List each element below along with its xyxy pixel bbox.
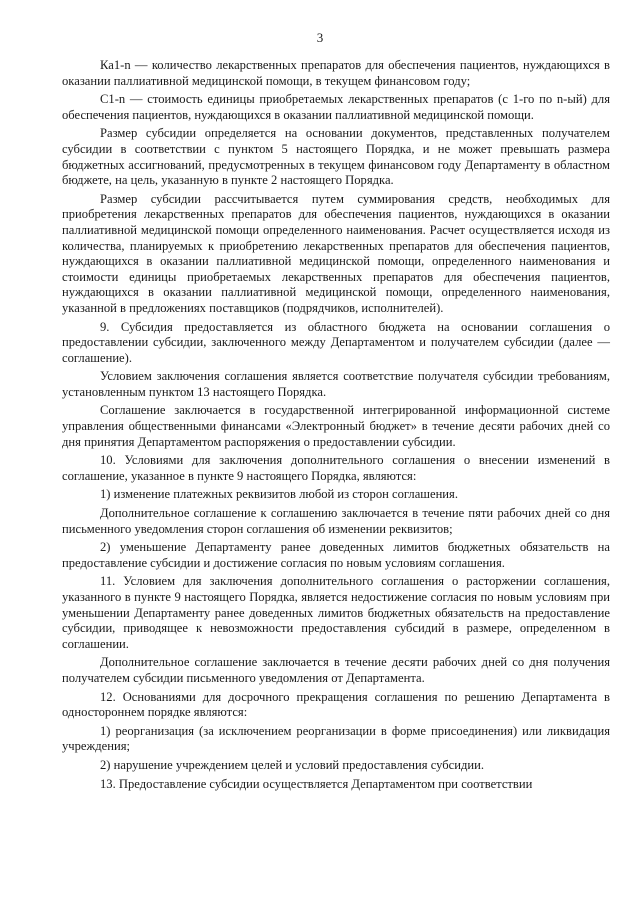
paragraph-ka-definition: Ка1-n — количество лекарственных препаратов для обеспечения пациентов, нуждающихся в оказании паллиативной медицинской помощи, в текущем финансовом году; bbox=[62, 58, 610, 88]
paragraph-clause-12-item-1: 1) реорганизация (за исключением реорганизации в форме присоединения) или ликвидация учреждения; bbox=[62, 723, 610, 754]
paragraph-clause-12-item-2: 2) нарушение учреждением целей и условий предоставления субсидии. bbox=[100, 757, 485, 772]
paragraph-clause-11: 11. Условием для заключения дополнительного соглашения о расторжении соглашения, указанного в пункте 9 настоящего Порядка, является недостижение согласия по новым условиям при уменьшении Департаменту ранее доведенных лимитов бюджетных обязательств на предоставление субсидии, приводящее к невозможности предоставления субсидий в размере, определенном в соглашении. bbox=[62, 574, 610, 651]
paragraph-clause-13: 13. Предоставление субсидии осуществляется Департаментом при соответствии bbox=[100, 776, 533, 791]
paragraph-subsidy-size-basis: Размер субсидии определяется на основании документов, представленных получателем субсидии в соответствии с пунктом 5 настоящего Порядка, и не может превышать размера бюджетных ассигнований, предусмотренных в текущем финансовом году Департаменту в областном бюджете, на цель, указанную в пункте 2 настоящего Порядка. bbox=[62, 126, 610, 188]
paragraph-clause-12: 12. Основаниями для досрочного прекращения соглашения по решению Департамента в одностороннем порядке являются: bbox=[62, 689, 610, 720]
paragraph-clause-10-item-2: 2) уменьшение Департаменту ранее доведенных лимитов бюджетных обязательств на предоставление субсидии и достижение согласия по новым условиям соглашения. bbox=[62, 540, 610, 570]
paragraph-termination-agreement-timing: Дополнительное соглашение заключается в течение десяти рабочих дней со дня получения получателем субсидии письменного уведомления от Департамента. bbox=[62, 655, 610, 685]
paragraph-subsidy-calculation: Размер субсидии рассчитывается путем суммирования средств, необходимых для приобретения лекарственных препаратов для обеспечения пациентов, нуждающихся в оказании паллиативной медицинской помощи определенного наименования. Расчет осуществляется исходя из количества, планируемых к приобретению лекарственных препаратов для обеспечения пациентов, нуждающихся в оказании паллиативной медицинской помощи, определенного наименования и стоимости единицы приобретаемых лекарственных препаратов для обеспечения пациентов, нуждающихся в оказании паллиативной медицинской помощи, определенного наименования, указанной в предложениях поставщиков (подрядчиков, исполнителей). bbox=[62, 191, 610, 315]
paragraph-clause-9: 9. Субсидия предоставляется из областного бюджета на основании соглашения о предоставлении субсидии, заключенного между Департаментом и получателем субсидии (далее — соглашение). bbox=[62, 319, 610, 365]
paragraph-supplementary-agreement-timing: Дополнительное соглашение к соглашению заключается в течение пяти рабочих дней со дня письменного уведомления сторон соглашения об изменении реквизитов; bbox=[62, 506, 610, 536]
paragraph-clause-10-item-1: 1) изменение платежных реквизитов любой из сторон соглашения. bbox=[100, 487, 458, 502]
paragraph-clause-10: 10. Условиями для заключения дополнительного соглашения о внесении изменений в соглашение, указанное в пункте 9 настоящего Порядка, являются: bbox=[62, 453, 610, 483]
paragraph-agreement-system: Соглашение заключается в государственной интегрированной информационной системе управления общественными финансами «Электронный бюджет» в течение десяти рабочих дней со дня принятия Департаментом распоряжения о предоставлении субсидии. bbox=[62, 403, 610, 449]
document-body bbox=[62, 58, 610, 795]
paragraph-agreement-condition: Условием заключения соглашения является соответствие получателя субсидии требованиям, установленным пунктом 13 настоящего Порядка. bbox=[62, 369, 610, 399]
page-number: 3 bbox=[316, 30, 324, 45]
paragraph-c-definition: C1-n — стоимость единицы приобретаемых лекарственных препаратов (с 1-го по n-ый) для обеспечения пациентов, нуждающихся в оказании паллиативной медицинской помощи. bbox=[62, 92, 610, 122]
